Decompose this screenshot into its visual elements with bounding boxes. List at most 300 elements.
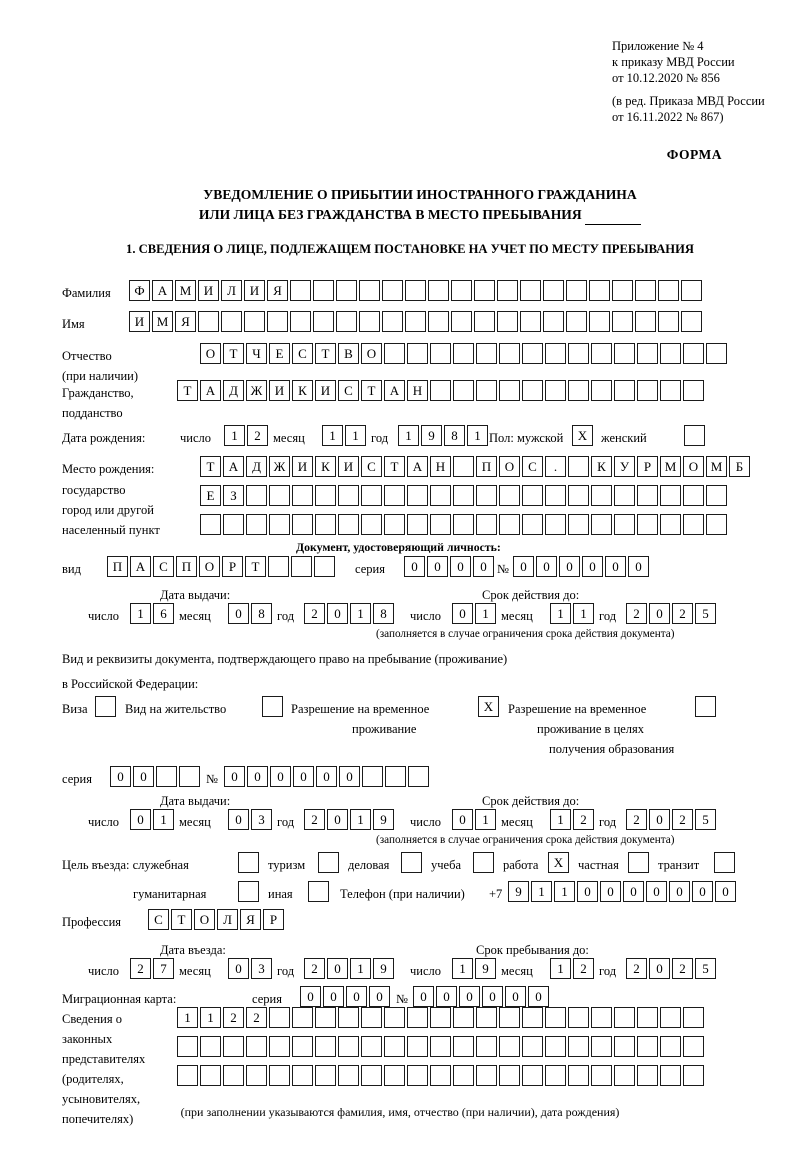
char-cell[interactable]: 9	[508, 881, 529, 902]
char-cell[interactable]: 0	[452, 603, 473, 624]
char-cell[interactable]: 2	[304, 603, 325, 624]
char-cell[interactable]	[221, 311, 242, 332]
char-cell[interactable]: С	[148, 909, 169, 930]
char-cell[interactable]: 0	[247, 766, 268, 787]
char-cell[interactable]: 0	[327, 958, 348, 979]
char-cell[interactable]	[568, 1065, 589, 1086]
char-cell[interactable]: 1	[531, 881, 552, 902]
char-cell[interactable]	[637, 485, 658, 506]
char-cell[interactable]: 1	[554, 881, 575, 902]
char-cell[interactable]: 0	[369, 986, 390, 1007]
char-cell[interactable]: Д	[223, 380, 244, 401]
char-cell[interactable]: С	[522, 456, 543, 477]
char-cell[interactable]	[453, 485, 474, 506]
field-entry-month[interactable]	[228, 958, 274, 979]
checkbox-purpose-private[interactable]	[628, 852, 649, 873]
char-cell[interactable]: 0	[577, 881, 598, 902]
char-cell[interactable]	[681, 311, 702, 332]
char-cell[interactable]	[635, 280, 656, 301]
char-cell[interactable]	[359, 311, 380, 332]
char-cell[interactable]	[476, 485, 497, 506]
char-cell[interactable]	[246, 514, 267, 535]
char-cell[interactable]: С	[338, 380, 359, 401]
field-surname[interactable]	[129, 280, 704, 301]
char-cell[interactable]: 1	[177, 1007, 198, 1028]
char-cell[interactable]	[453, 343, 474, 364]
char-cell[interactable]	[637, 1036, 658, 1057]
char-cell[interactable]	[361, 1007, 382, 1028]
char-cell[interactable]	[430, 514, 451, 535]
char-cell[interactable]: 2	[626, 809, 647, 830]
field-doc-valid-day[interactable]	[452, 603, 498, 624]
char-cell[interactable]	[292, 485, 313, 506]
char-cell[interactable]: 1	[350, 603, 371, 624]
char-cell[interactable]: 0	[605, 556, 626, 577]
char-cell[interactable]	[361, 514, 382, 535]
char-cell[interactable]	[338, 514, 359, 535]
char-cell[interactable]: 2	[626, 958, 647, 979]
char-cell[interactable]: 0	[628, 556, 649, 577]
char-cell[interactable]: 0	[536, 556, 557, 577]
field-birth-year[interactable]	[398, 425, 490, 446]
char-cell[interactable]: 0	[649, 603, 670, 624]
checkbox-purpose-transit[interactable]	[714, 852, 735, 873]
char-cell[interactable]	[589, 311, 610, 332]
char-cell[interactable]: 1	[452, 958, 473, 979]
char-cell[interactable]	[660, 485, 681, 506]
char-cell[interactable]	[407, 1007, 428, 1028]
char-cell[interactable]	[453, 1036, 474, 1057]
char-cell[interactable]	[522, 1065, 543, 1086]
char-cell[interactable]	[637, 1007, 658, 1028]
char-cell[interactable]	[453, 456, 474, 477]
char-cell[interactable]	[336, 311, 357, 332]
char-cell[interactable]: К	[315, 456, 336, 477]
field-stay-to-day[interactable]	[452, 958, 498, 979]
char-cell[interactable]: 0	[413, 986, 434, 1007]
field-doc-series[interactable]	[404, 556, 496, 577]
char-cell[interactable]: Ч	[246, 343, 267, 364]
char-cell[interactable]	[313, 311, 334, 332]
char-cell[interactable]	[706, 514, 727, 535]
char-cell[interactable]	[637, 514, 658, 535]
char-cell[interactable]	[244, 311, 265, 332]
char-cell[interactable]	[407, 514, 428, 535]
char-cell[interactable]	[568, 1036, 589, 1057]
char-cell[interactable]: 1	[350, 958, 371, 979]
checkbox-purpose-tourism[interactable]	[318, 852, 339, 873]
char-cell[interactable]: Т	[384, 456, 405, 477]
char-cell[interactable]: 0	[692, 881, 713, 902]
char-cell[interactable]	[683, 343, 704, 364]
char-cell[interactable]: 0	[346, 986, 367, 1007]
field-legal-rep-2[interactable]	[177, 1036, 706, 1057]
char-cell[interactable]: 0	[130, 809, 151, 830]
char-cell[interactable]	[430, 380, 451, 401]
char-cell[interactable]	[246, 1036, 267, 1057]
char-cell[interactable]	[568, 456, 589, 477]
char-cell[interactable]: 0	[323, 986, 344, 1007]
char-cell[interactable]	[568, 380, 589, 401]
checkbox-residence-permit[interactable]	[262, 696, 283, 717]
char-cell[interactable]	[430, 1036, 451, 1057]
char-cell[interactable]	[292, 514, 313, 535]
char-cell[interactable]	[545, 380, 566, 401]
char-cell[interactable]	[614, 343, 635, 364]
char-cell[interactable]	[177, 1036, 198, 1057]
char-cell[interactable]: Н	[407, 380, 428, 401]
char-cell[interactable]	[522, 1036, 543, 1057]
char-cell[interactable]: Т	[245, 556, 266, 577]
char-cell[interactable]	[407, 343, 428, 364]
char-cell[interactable]	[269, 1065, 290, 1086]
char-cell[interactable]: О	[683, 456, 704, 477]
char-cell[interactable]: 2	[672, 809, 693, 830]
char-cell[interactable]: З	[223, 485, 244, 506]
char-cell[interactable]	[568, 514, 589, 535]
char-cell[interactable]: А	[384, 380, 405, 401]
char-cell[interactable]	[430, 1007, 451, 1028]
char-cell[interactable]: 8	[444, 425, 465, 446]
char-cell[interactable]	[543, 280, 564, 301]
char-cell[interactable]	[313, 280, 334, 301]
char-cell[interactable]: 0	[339, 766, 360, 787]
char-cell[interactable]: 2	[672, 603, 693, 624]
char-cell[interactable]	[430, 485, 451, 506]
char-cell[interactable]: Ф	[129, 280, 150, 301]
char-cell[interactable]	[545, 1036, 566, 1057]
char-cell[interactable]	[499, 343, 520, 364]
char-cell[interactable]: 5	[695, 603, 716, 624]
field-birth-month[interactable]	[322, 425, 368, 446]
char-cell[interactable]	[614, 380, 635, 401]
char-cell[interactable]	[314, 556, 335, 577]
char-cell[interactable]: А	[200, 380, 221, 401]
char-cell[interactable]: 0	[649, 809, 670, 830]
field-entry-year[interactable]	[304, 958, 396, 979]
char-cell[interactable]	[683, 1065, 704, 1086]
char-cell[interactable]: 9	[373, 958, 394, 979]
char-cell[interactable]: 0	[582, 556, 603, 577]
char-cell[interactable]	[499, 485, 520, 506]
field-name[interactable]	[129, 311, 704, 332]
field-citizenship[interactable]	[177, 380, 706, 401]
char-cell[interactable]	[660, 380, 681, 401]
char-cell[interactable]: 1	[322, 425, 343, 446]
char-cell[interactable]: 9	[475, 958, 496, 979]
char-cell[interactable]: 1	[153, 809, 174, 830]
char-cell[interactable]	[683, 485, 704, 506]
char-cell[interactable]: 2	[672, 958, 693, 979]
char-cell[interactable]	[338, 1065, 359, 1086]
char-cell[interactable]: Т	[361, 380, 382, 401]
char-cell[interactable]: 5	[695, 958, 716, 979]
char-cell[interactable]: М	[152, 311, 173, 332]
char-cell[interactable]: 0	[559, 556, 580, 577]
char-cell[interactable]	[476, 514, 497, 535]
char-cell[interactable]	[338, 485, 359, 506]
checkbox-sex-male[interactable]: Х	[572, 425, 593, 446]
char-cell[interactable]	[614, 1036, 635, 1057]
char-cell[interactable]	[591, 514, 612, 535]
char-cell[interactable]	[179, 766, 200, 787]
char-cell[interactable]: 0	[473, 556, 494, 577]
char-cell[interactable]: 6	[153, 603, 174, 624]
char-cell[interactable]: А	[152, 280, 173, 301]
char-cell[interactable]: Т	[177, 380, 198, 401]
char-cell[interactable]	[246, 1065, 267, 1086]
char-cell[interactable]: 0	[133, 766, 154, 787]
char-cell[interactable]	[200, 1065, 221, 1086]
char-cell[interactable]	[290, 311, 311, 332]
char-cell[interactable]: А	[407, 456, 428, 477]
char-cell[interactable]: 0	[459, 986, 480, 1007]
char-cell[interactable]	[637, 343, 658, 364]
char-cell[interactable]	[200, 1036, 221, 1057]
char-cell[interactable]: К	[591, 456, 612, 477]
char-cell[interactable]: В	[338, 343, 359, 364]
char-cell[interactable]	[591, 343, 612, 364]
char-cell[interactable]	[635, 311, 656, 332]
char-cell[interactable]: А	[223, 456, 244, 477]
char-cell[interactable]: 0	[228, 809, 249, 830]
char-cell[interactable]	[614, 485, 635, 506]
field-doc-issue-year[interactable]	[304, 603, 396, 624]
char-cell[interactable]	[589, 280, 610, 301]
char-cell[interactable]: С	[292, 343, 313, 364]
char-cell[interactable]	[683, 514, 704, 535]
char-cell[interactable]	[156, 766, 177, 787]
char-cell[interactable]: 3	[251, 809, 272, 830]
field-stay-valid-day[interactable]	[452, 809, 498, 830]
char-cell[interactable]: 1	[130, 603, 151, 624]
char-cell[interactable]: 0	[327, 809, 348, 830]
field-legal-rep-1[interactable]	[177, 1007, 706, 1028]
char-cell[interactable]: Р	[637, 456, 658, 477]
field-stay-number[interactable]	[224, 766, 431, 787]
char-cell[interactable]	[522, 514, 543, 535]
char-cell[interactable]: И	[198, 280, 219, 301]
char-cell[interactable]: 9	[421, 425, 442, 446]
char-cell[interactable]	[361, 485, 382, 506]
char-cell[interactable]: М	[175, 280, 196, 301]
char-cell[interactable]: 0	[623, 881, 644, 902]
char-cell[interactable]: 2	[223, 1007, 244, 1028]
field-doc-issue-day[interactable]	[130, 603, 176, 624]
char-cell[interactable]: Е	[200, 485, 221, 506]
char-cell[interactable]: Л	[221, 280, 242, 301]
char-cell[interactable]	[269, 1036, 290, 1057]
char-cell[interactable]: 0	[669, 881, 690, 902]
field-stay-to-month[interactable]	[550, 958, 596, 979]
char-cell[interactable]	[660, 1007, 681, 1028]
char-cell[interactable]	[453, 380, 474, 401]
checkbox-purpose-service[interactable]	[238, 852, 259, 873]
char-cell[interactable]	[499, 380, 520, 401]
char-cell[interactable]	[269, 514, 290, 535]
field-stay-issue-month[interactable]	[228, 809, 274, 830]
char-cell[interactable]: 1	[475, 603, 496, 624]
char-cell[interactable]	[315, 485, 336, 506]
char-cell[interactable]: М	[706, 456, 727, 477]
char-cell[interactable]	[246, 485, 267, 506]
char-cell[interactable]	[499, 1007, 520, 1028]
char-cell[interactable]	[292, 1007, 313, 1028]
char-cell[interactable]	[499, 514, 520, 535]
char-cell[interactable]: 1	[200, 1007, 221, 1028]
char-cell[interactable]	[198, 311, 219, 332]
char-cell[interactable]	[545, 1065, 566, 1086]
char-cell[interactable]: Я	[175, 311, 196, 332]
char-cell[interactable]	[522, 1007, 543, 1028]
char-cell[interactable]: Е	[269, 343, 290, 364]
char-cell[interactable]	[681, 280, 702, 301]
field-migration-number[interactable]	[413, 986, 551, 1007]
char-cell[interactable]: 1	[345, 425, 366, 446]
field-legal-rep-3[interactable]	[177, 1065, 706, 1086]
checkbox-edu-residence[interactable]	[695, 696, 716, 717]
char-cell[interactable]	[706, 485, 727, 506]
char-cell[interactable]: 2	[247, 425, 268, 446]
char-cell[interactable]: К	[292, 380, 313, 401]
char-cell[interactable]	[474, 311, 495, 332]
char-cell[interactable]: 0	[270, 766, 291, 787]
char-cell[interactable]	[522, 343, 543, 364]
char-cell[interactable]	[545, 343, 566, 364]
char-cell[interactable]: Я	[267, 280, 288, 301]
char-cell[interactable]	[474, 280, 495, 301]
char-cell[interactable]	[430, 343, 451, 364]
char-cell[interactable]: И	[315, 380, 336, 401]
field-birth-day[interactable]	[224, 425, 270, 446]
char-cell[interactable]: 9	[373, 809, 394, 830]
char-cell[interactable]: 0	[316, 766, 337, 787]
char-cell[interactable]: Т	[171, 909, 192, 930]
char-cell[interactable]	[522, 380, 543, 401]
char-cell[interactable]: Б	[729, 456, 750, 477]
char-cell[interactable]	[660, 1065, 681, 1086]
char-cell[interactable]	[476, 343, 497, 364]
char-cell[interactable]: 2	[130, 958, 151, 979]
char-cell[interactable]: 0	[224, 766, 245, 787]
char-cell[interactable]: М	[660, 456, 681, 477]
char-cell[interactable]	[706, 343, 727, 364]
char-cell[interactable]	[361, 1065, 382, 1086]
char-cell[interactable]	[407, 1036, 428, 1057]
char-cell[interactable]	[315, 1065, 336, 1086]
char-cell[interactable]: 7	[153, 958, 174, 979]
char-cell[interactable]	[476, 1036, 497, 1057]
char-cell[interactable]	[451, 311, 472, 332]
char-cell[interactable]	[290, 280, 311, 301]
char-cell[interactable]: 3	[251, 958, 272, 979]
char-cell[interactable]: П	[107, 556, 128, 577]
char-cell[interactable]	[522, 485, 543, 506]
checkbox-purpose-work[interactable]: Х	[548, 852, 569, 873]
char-cell[interactable]: Т	[200, 456, 221, 477]
char-cell[interactable]: 1	[467, 425, 488, 446]
char-cell[interactable]: 0	[327, 603, 348, 624]
field-doc-valid-year[interactable]	[626, 603, 718, 624]
char-cell[interactable]	[568, 1007, 589, 1028]
char-cell[interactable]	[566, 280, 587, 301]
field-birth-place-1[interactable]	[200, 456, 752, 477]
char-cell[interactable]	[291, 556, 312, 577]
char-cell[interactable]: 1	[550, 603, 571, 624]
char-cell[interactable]	[384, 485, 405, 506]
char-cell[interactable]: А	[130, 556, 151, 577]
field-stay-valid-year[interactable]	[626, 809, 718, 830]
char-cell[interactable]: С	[361, 456, 382, 477]
char-cell[interactable]	[362, 766, 383, 787]
char-cell[interactable]	[499, 1036, 520, 1057]
char-cell[interactable]: 2	[626, 603, 647, 624]
char-cell[interactable]	[200, 514, 221, 535]
field-doc-number[interactable]	[513, 556, 651, 577]
char-cell[interactable]	[269, 485, 290, 506]
char-cell[interactable]: П	[476, 456, 497, 477]
char-cell[interactable]	[543, 311, 564, 332]
char-cell[interactable]	[336, 280, 357, 301]
char-cell[interactable]	[614, 1065, 635, 1086]
char-cell[interactable]	[405, 311, 426, 332]
char-cell[interactable]: 1	[224, 425, 245, 446]
field-phone[interactable]	[508, 881, 738, 902]
field-stay-issue-year[interactable]	[304, 809, 396, 830]
char-cell[interactable]	[315, 1036, 336, 1057]
char-cell[interactable]: 0	[300, 986, 321, 1007]
char-cell[interactable]: И	[292, 456, 313, 477]
char-cell[interactable]	[497, 311, 518, 332]
char-cell[interactable]: 1	[398, 425, 419, 446]
field-migration-series[interactable]	[300, 986, 392, 1007]
char-cell[interactable]	[361, 1036, 382, 1057]
char-cell[interactable]	[453, 514, 474, 535]
char-cell[interactable]	[568, 485, 589, 506]
char-cell[interactable]: 0	[436, 986, 457, 1007]
char-cell[interactable]	[453, 1065, 474, 1086]
checkbox-temp-residence[interactable]: Х	[478, 696, 499, 717]
char-cell[interactable]	[612, 311, 633, 332]
char-cell[interactable]	[177, 1065, 198, 1086]
field-stay-series[interactable]	[110, 766, 202, 787]
char-cell[interactable]	[292, 1065, 313, 1086]
char-cell[interactable]	[384, 1065, 405, 1086]
checkbox-purpose-other[interactable]	[308, 881, 329, 902]
char-cell[interactable]: 1	[475, 809, 496, 830]
char-cell[interactable]: 0	[228, 603, 249, 624]
char-cell[interactable]	[268, 556, 289, 577]
char-cell[interactable]	[428, 311, 449, 332]
char-cell[interactable]	[660, 343, 681, 364]
char-cell[interactable]	[660, 1036, 681, 1057]
char-cell[interactable]: Л	[217, 909, 238, 930]
char-cell[interactable]: 0	[404, 556, 425, 577]
char-cell[interactable]: 0	[513, 556, 534, 577]
field-stay-issue-day[interactable]	[130, 809, 176, 830]
char-cell[interactable]: 0	[528, 986, 549, 1007]
char-cell[interactable]: И	[338, 456, 359, 477]
field-profession[interactable]	[148, 909, 286, 930]
char-cell[interactable]: 1	[550, 958, 571, 979]
char-cell[interactable]	[338, 1036, 359, 1057]
char-cell[interactable]	[384, 1036, 405, 1057]
char-cell[interactable]: У	[614, 456, 635, 477]
field-doc-kind[interactable]	[107, 556, 337, 577]
char-cell[interactable]: О	[361, 343, 382, 364]
char-cell[interactable]: Ж	[246, 380, 267, 401]
char-cell[interactable]: О	[200, 343, 221, 364]
